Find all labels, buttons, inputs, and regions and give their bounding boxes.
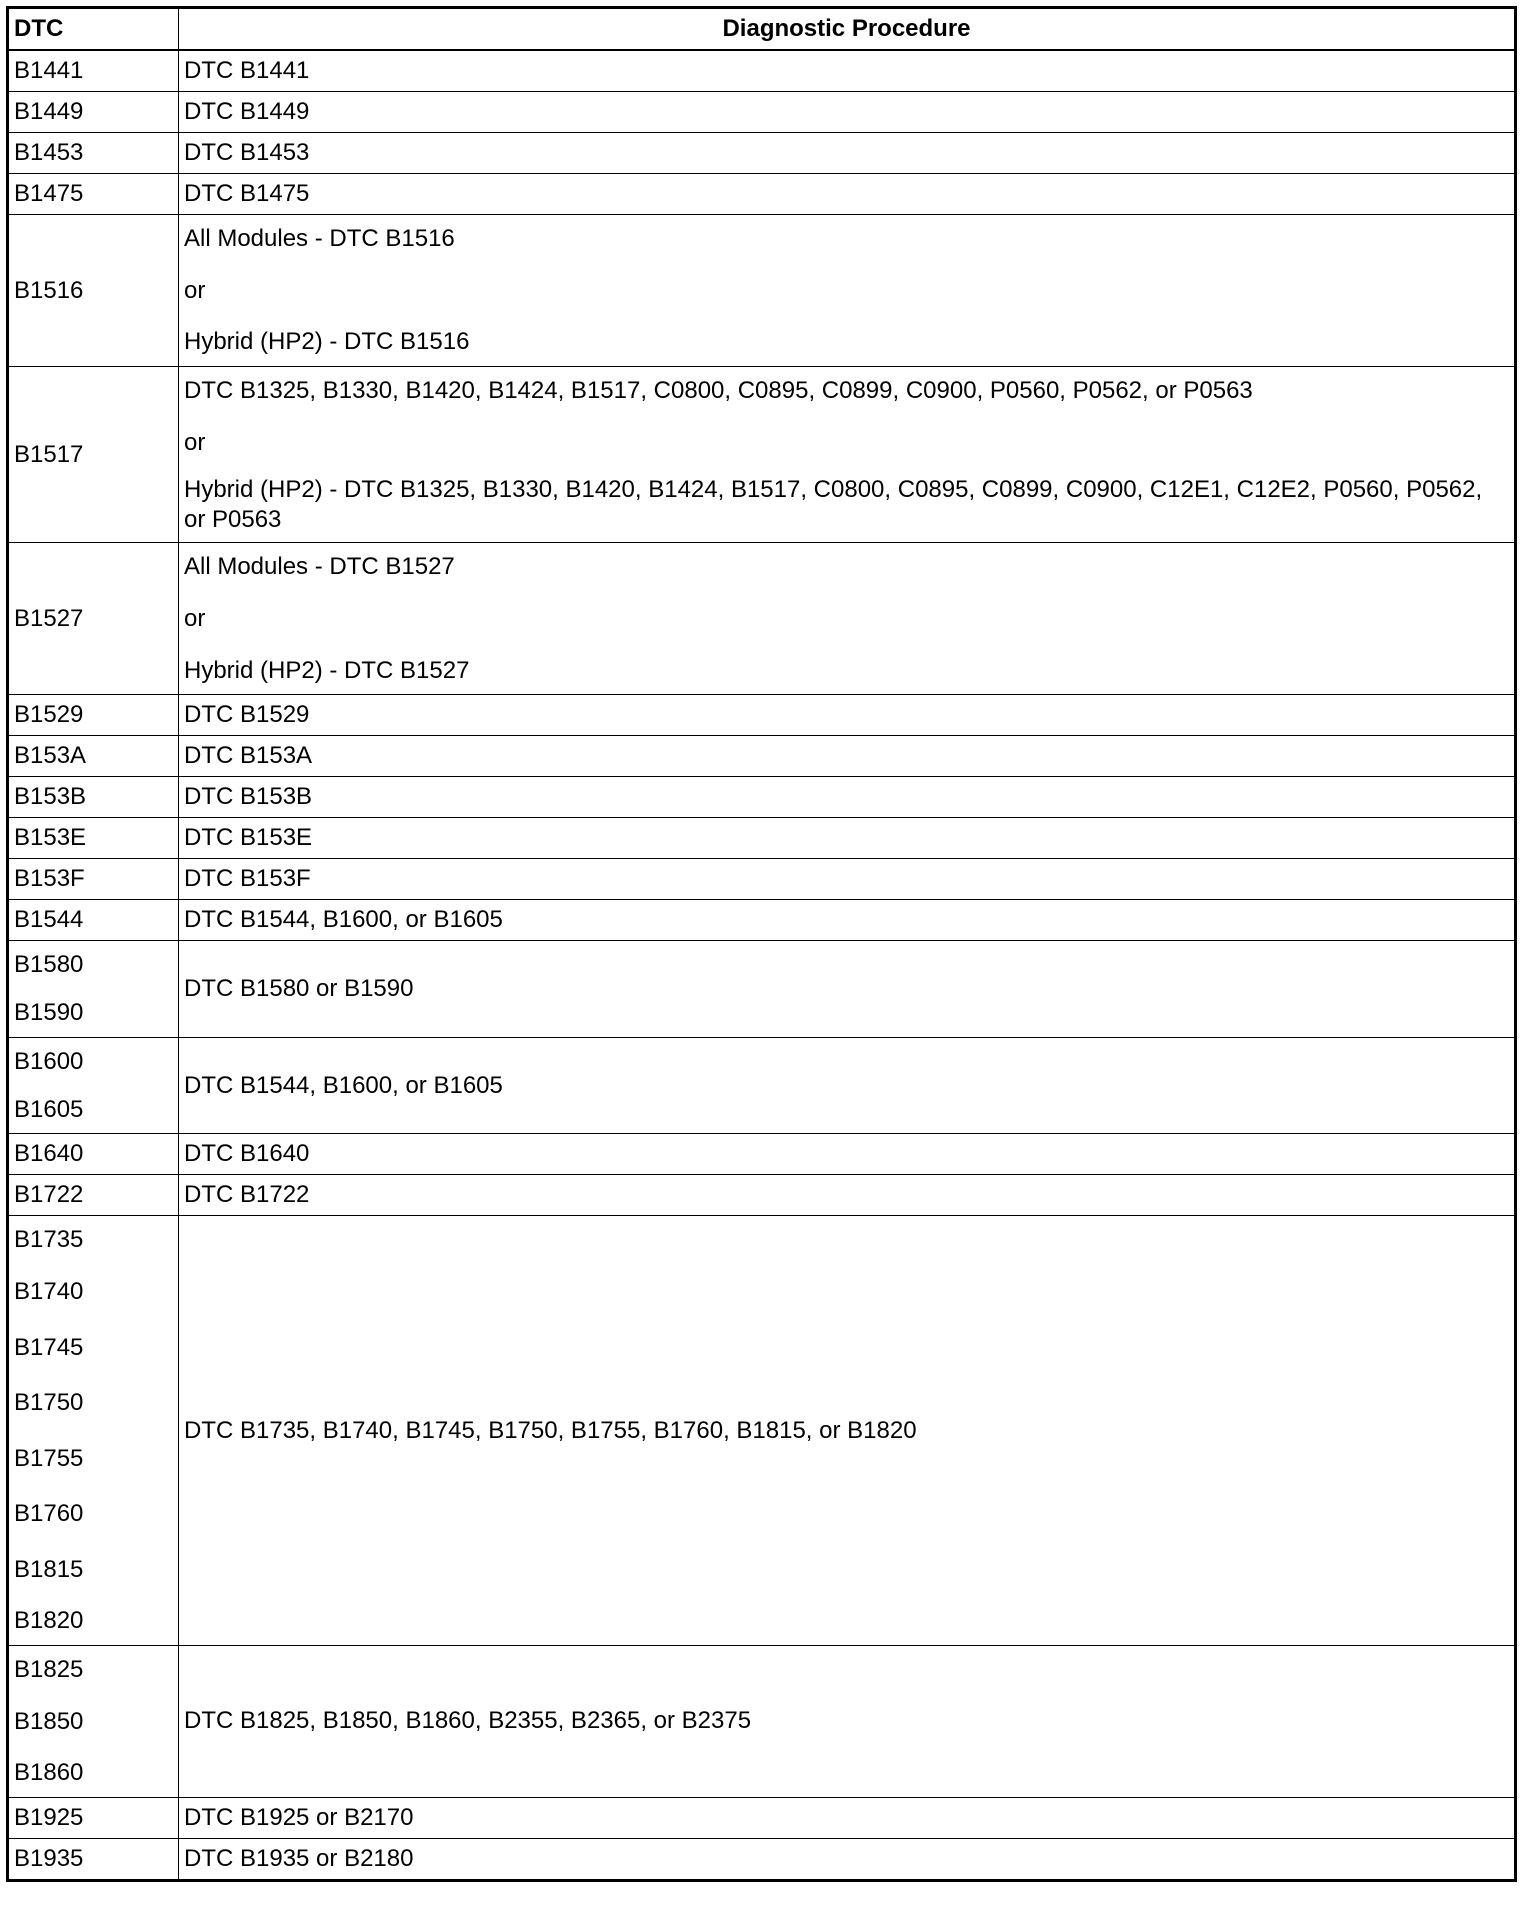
dtc-code: B1820 [14,1607,84,1634]
procedure-cell [179,367,1516,543]
procedure-text: All Modules - DTC B1516 [184,225,455,252]
procedure-text: DTC B153E [184,824,313,852]
procedure-text: Hybrid (HP2) - DTC B1325, B1330, B1420, B1424, B1517, C0800, C0895, C0899, C0900, C12E1, C12E2, P0560, P0562, or P0563 [184,476,1483,534]
dtc-code: B1600 [14,1047,84,1075]
procedure-text: DTC B1441 [184,57,310,84]
dtc-code-cell [8,736,179,777]
table-row [8,1175,1516,1216]
dtc-code: B1735 [14,1226,84,1254]
dtc-code: B1605 [14,1095,84,1123]
dtc-code-cell [8,1797,179,1838]
procedure-cell [179,736,1516,777]
procedure-cell [179,818,1516,859]
procedure-text: Hybrid (HP2) - DTC B1527 [184,656,470,684]
procedure-cell [179,695,1516,736]
dtc-code: B1449 [14,98,84,125]
table-row [8,818,1516,859]
dtc-code-cell [8,174,179,215]
table-row [8,174,1516,215]
dtc-code-cell [8,92,179,133]
dtc-column-header: DTC [8,8,179,51]
dtc-code-cell [8,818,179,859]
procedure-text: DTC B153A [184,742,313,770]
table-body [8,50,1516,1880]
procedure-cell [179,1797,1516,1838]
dtc-table-container [6,6,1514,1882]
procedure-cell [179,1645,1516,1797]
procedure-or-separator: or [184,605,206,632]
dtc-code: B153E [14,824,87,852]
procedure-cell [179,1838,1516,1880]
dtc-procedure-table [6,6,1517,1882]
table-row [8,1037,1516,1134]
dtc-code-cell [8,941,179,1038]
procedure-cell [179,1175,1516,1216]
dtc-code: B1935 [14,1844,84,1872]
procedure-text: DTC B1640 [184,1140,310,1168]
procedure-text: All Modules - DTC B1527 [184,553,455,581]
procedure-text: DTC B153B [184,783,313,811]
procedure-text: DTC B1475 [184,180,310,207]
procedure-text: DTC B1580 or B1590 [184,975,414,1002]
dtc-code: B153F [14,865,85,893]
procedure-text: DTC B153F [184,865,311,893]
dtc-code: B1580 [14,951,84,979]
dtc-code-cell [8,1037,179,1134]
dtc-code: B1755 [14,1444,84,1472]
table-row [8,900,1516,941]
procedure-cell [179,777,1516,818]
dtc-code: B1527 [14,604,84,632]
table-row [8,941,1516,1038]
procedure-cell [179,50,1516,92]
dtc-code-cell [8,50,179,92]
procedure-or-separator: or [184,428,206,456]
table-row [8,367,1516,543]
procedure-cell [179,92,1516,133]
procedure-text: DTC B1544, B1600, or B1605 [184,906,503,934]
dtc-code: B1722 [14,1181,84,1209]
table-row [8,1645,1516,1797]
dtc-code-cell [8,367,179,543]
table-row [8,543,1516,695]
procedure-text: DTC B1453 [184,139,310,166]
dtc-code: B1860 [14,1759,84,1786]
dtc-code: B1850 [14,1707,84,1735]
dtc-code: B1529 [14,701,84,729]
table-row [8,1838,1516,1880]
procedure-cell [179,133,1516,174]
dtc-code-cell [8,133,179,174]
procedure-cell [179,543,1516,695]
table-row [8,92,1516,133]
procedure-cell [179,215,1516,367]
procedure-cell [179,1216,1516,1646]
dtc-code: B1740 [14,1278,84,1305]
procedure-text: Hybrid (HP2) - DTC B1516 [184,328,470,356]
table-row [8,777,1516,818]
dtc-code: B1475 [14,180,84,207]
dtc-code: B1640 [14,1140,84,1168]
procedure-text: DTC B1325, B1330, B1420, B1424, B1517, C0800, C0895, C0899, C0900, P0560, P0562, or P0563 [184,377,1253,404]
dtc-code: B1590 [14,999,84,1026]
dtc-code: B1750 [14,1389,84,1416]
procedure-text: DTC B1735, B1740, B1745, B1750, B1755, B1760, B1815, or B1820 [184,1416,917,1444]
table-header-row [8,8,1516,51]
dtc-code: B1825 [14,1655,84,1683]
dtc-code-cell [8,1175,179,1216]
table-row [8,50,1516,92]
procedure-text: DTC B1935 or B2180 [184,1844,414,1872]
procedure-cell [179,941,1516,1038]
dtc-code: B1925 [14,1803,84,1831]
table-row [8,1797,1516,1838]
table-row [8,736,1516,777]
dtc-code: B1441 [14,57,84,84]
dtc-code: B1745 [14,1333,84,1361]
dtc-code-cell [8,777,179,818]
dtc-code-cell [8,859,179,900]
table-row [8,1216,1516,1646]
dtc-code-cell [8,543,179,695]
dtc-code: B1516 [14,276,84,304]
dtc-code: B1544 [14,906,84,934]
dtc-code-cell [8,215,179,367]
procedure-text: DTC B1925 or B2170 [184,1803,414,1831]
procedure-column-header: Diagnostic Procedure [179,8,1516,51]
dtc-code: B1760 [14,1500,84,1527]
dtc-code: B1453 [14,139,84,166]
table-row [8,215,1516,367]
procedure-cell [179,174,1516,215]
procedure-text: DTC B1825, B1850, B1860, B2355, B2365, or B2375 [184,1707,752,1735]
procedure-cell [179,1134,1516,1175]
table-row [8,1134,1516,1175]
dtc-code-cell [8,1134,179,1175]
table-row [8,859,1516,900]
procedure-text: DTC B1449 [184,98,310,125]
dtc-code-cell [8,1216,179,1646]
procedure-text: DTC B1544, B1600, or B1605 [184,1071,503,1099]
dtc-code: B153B [14,783,87,811]
table-row [8,133,1516,174]
dtc-code: B1815 [14,1555,84,1583]
procedure-cell [179,1037,1516,1134]
dtc-code-cell [8,900,179,941]
procedure-cell [179,900,1516,941]
procedure-cell [179,859,1516,900]
procedure-text: DTC B1529 [184,701,310,729]
dtc-code-cell [8,1838,179,1880]
dtc-code: B1517 [14,440,84,468]
dtc-code-cell [8,1645,179,1797]
dtc-code-cell [8,695,179,736]
procedure-or-separator: or [184,276,206,304]
dtc-code: B153A [14,742,87,770]
table-row [8,695,1516,736]
procedure-text: DTC B1722 [184,1181,310,1209]
